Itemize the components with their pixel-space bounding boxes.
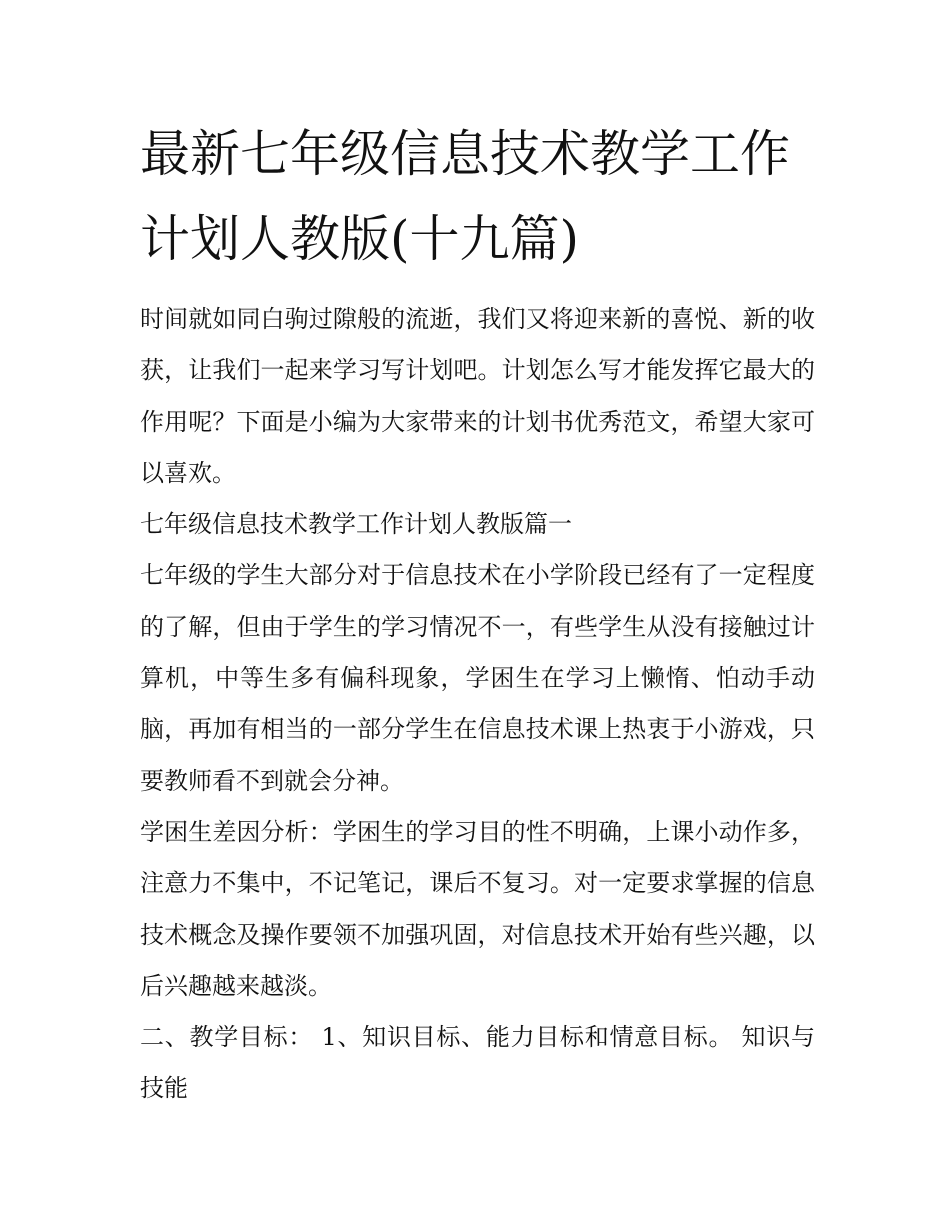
document-title: 最新七年级信息技术教学工作计划人教版(十九篇): [140, 125, 790, 268]
document-body: [140, 294, 815, 1115]
paragraph-struggling-students: 学困生差因分析：学困生的学习目的性不明确，上课小动作多，注意力不集中，不记笔记，课后不复习。对一定要求掌握的信息技术概念及操作要领不加强巩固，对信息技术开始有些兴趣，以后兴趣越来越淡。: [140, 817, 815, 1000]
paragraph-intro: 时间就如同白驹过隙般的流逝，我们又将迎来新的喜悦、新的收获，让我们一起来学习写计划吧。计划怎么写才能发挥它最大的作用呢？下面是小编为大家带来的计划书优秀范文，希望大家可以喜欢。: [140, 305, 815, 487]
document-page: [140, 112, 815, 1115]
paragraph-student-analysis: 七年级的学生大部分对于信息技术在小学阶段已经有了一定程度的了解，但由于学生的学习情况不一，有些学生从没有接触过计算机，中等生多有偏科现象，学困生在学习上懒惰、怕动手动脑，再加有相当的一部分学生在信息技术课上热衷于小游戏，只要教师看不到就会分神。: [140, 561, 815, 795]
paragraph-teaching-goals: 二、教学目标： 1、知识目标、能力目标和情意目标。 知识与技能: [140, 1023, 815, 1103]
section-heading: 七年级信息技术教学工作计划人教版篇一: [140, 510, 572, 539]
